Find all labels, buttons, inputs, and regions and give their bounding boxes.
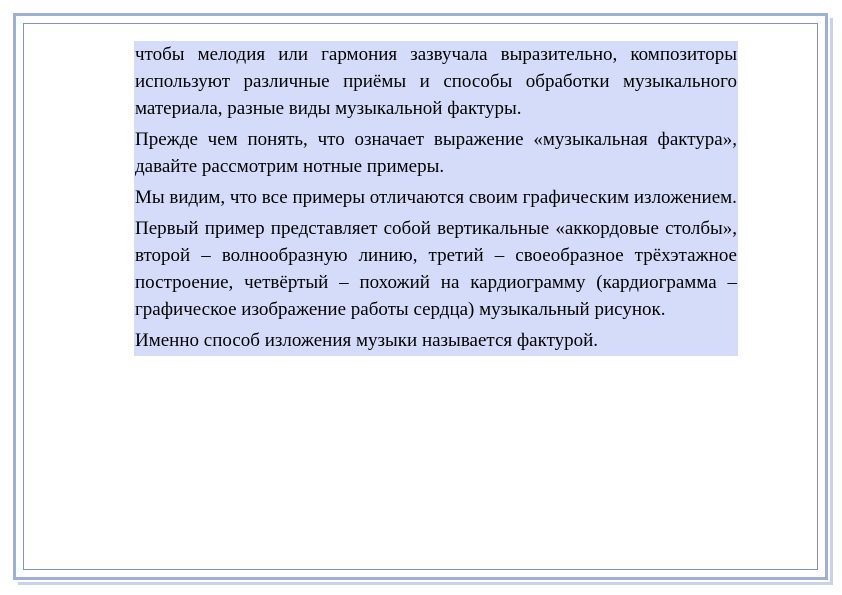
paragraph-texture-question: Прежде чем понять, что означает выражение «музыкальная фактура», давайте рассмотрим нотные примеры.	[135, 129, 737, 177]
paragraph-texture-definition: Именно способ изложения музыки называется фактурой.	[135, 330, 599, 351]
paragraph-graphic-difference: Мы видим, что все примеры отличаются своим графическим изложением.	[135, 187, 737, 208]
paragraph-examples-description: Первый пример представляет собой вертикальные «аккордовые столбы», второй – волнообразную линию, третий – своеобразное трёхэтажное построение, четвёртый – похожий на кардиограмму (кардиограмма – графическое изображение работы сердца) музыкальный рисунок.	[135, 218, 737, 320]
slide-text-block	[134, 41, 738, 356]
paragraph-intro: чтобы мелодия или гармония зазвучала выразительно, композиторы используют различные приёмы и способы обработки музыкального материала, разные виды музыкальной фактуры.	[135, 44, 737, 119]
